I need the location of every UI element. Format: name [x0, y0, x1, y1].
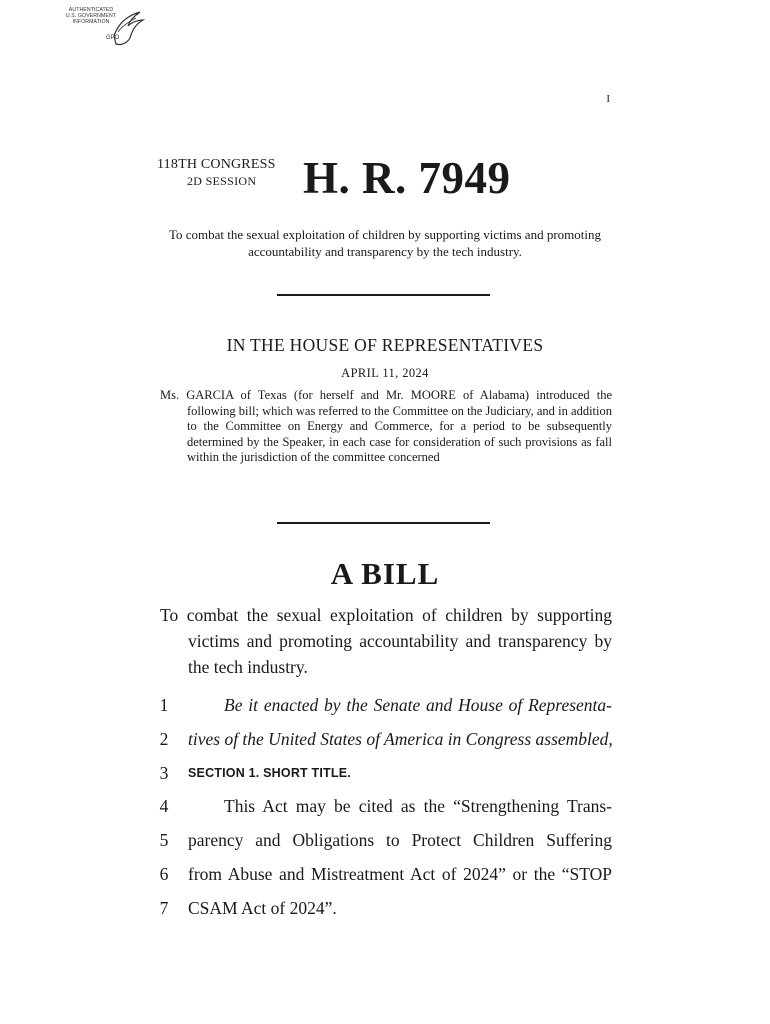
introduction-date: APRIL 11, 2024: [341, 366, 429, 380]
seal-gpo-text: GPO: [106, 35, 120, 41]
section-text: parency and Obligations to Protect Children Suffering: [188, 830, 612, 850]
page-number: I: [606, 93, 610, 105]
seal-line-3: INFORMATION: [72, 19, 110, 25]
section-text: CSAM Act of 2024”.: [188, 898, 337, 918]
bill-line: [152, 795, 612, 817]
line-number: 4: [159, 796, 169, 816]
bill-line: [152, 863, 612, 885]
short-description: To combat the sexual exploitation of children by supporting victims and promoting accountability and transparency by the tech industry.: [169, 227, 601, 259]
congress-session-block: [157, 157, 276, 189]
seal-line-2: U.S. GOVERNMENT: [65, 13, 117, 19]
bill-line: [152, 694, 612, 716]
bill-line: [152, 762, 612, 784]
divider-rule: [277, 294, 490, 296]
long-title: To combat the sexual exploitation of children by supporting victims and promoting accountability and transparency by the tech industry.: [160, 605, 612, 677]
bill-line: [152, 728, 612, 750]
introduction-paragraph: Ms. GARCIA of Texas (for herself and Mr. MOORE of Alabama) introduced the following bill; which was referred to the Committee on the Judiciary, and in addition to the Committee on Energy and Commerce, for a period to be subsequently determined by the Speaker, in each case for consideration of such provisions as fall within the jurisdiction of the committee concerned: [160, 388, 612, 465]
divider-rule: [277, 522, 490, 524]
line-number: 6: [159, 864, 169, 884]
line-number: 5: [159, 830, 169, 850]
line-number: 3: [159, 763, 169, 783]
enacting-clause: tives of the United States of America in Congress assembled,: [188, 729, 613, 749]
session-label: 2D SESSION: [187, 174, 257, 188]
chamber-heading: IN THE HOUSE OF REPRESENTATIVES: [226, 335, 544, 355]
bill-line: [152, 897, 612, 919]
gpo-authentication-seal: [62, 6, 152, 48]
line-number: 7: [159, 898, 169, 918]
enacting-clause: Be it enacted by the Senate and House of Representa-: [224, 695, 612, 715]
congress-label: 118TH CONGRESS: [157, 157, 276, 172]
seal-line-1: AUTHENTICATED: [68, 7, 114, 13]
bill-number: H. R. 7949: [303, 153, 511, 203]
section-text: from Abuse and Mistreatment Act of 2024” or the “STOP: [188, 864, 612, 884]
bill-line: [152, 829, 612, 851]
section-heading: SECTION 1. SHORT TITLE.: [188, 766, 351, 780]
line-number: 2: [159, 729, 169, 749]
eagle-icon: [110, 6, 146, 48]
section-text: This Act may be cited as the “Strengthening Trans-: [224, 796, 612, 816]
bill-label: A BILL: [330, 556, 440, 591]
line-number: 1: [159, 695, 169, 715]
